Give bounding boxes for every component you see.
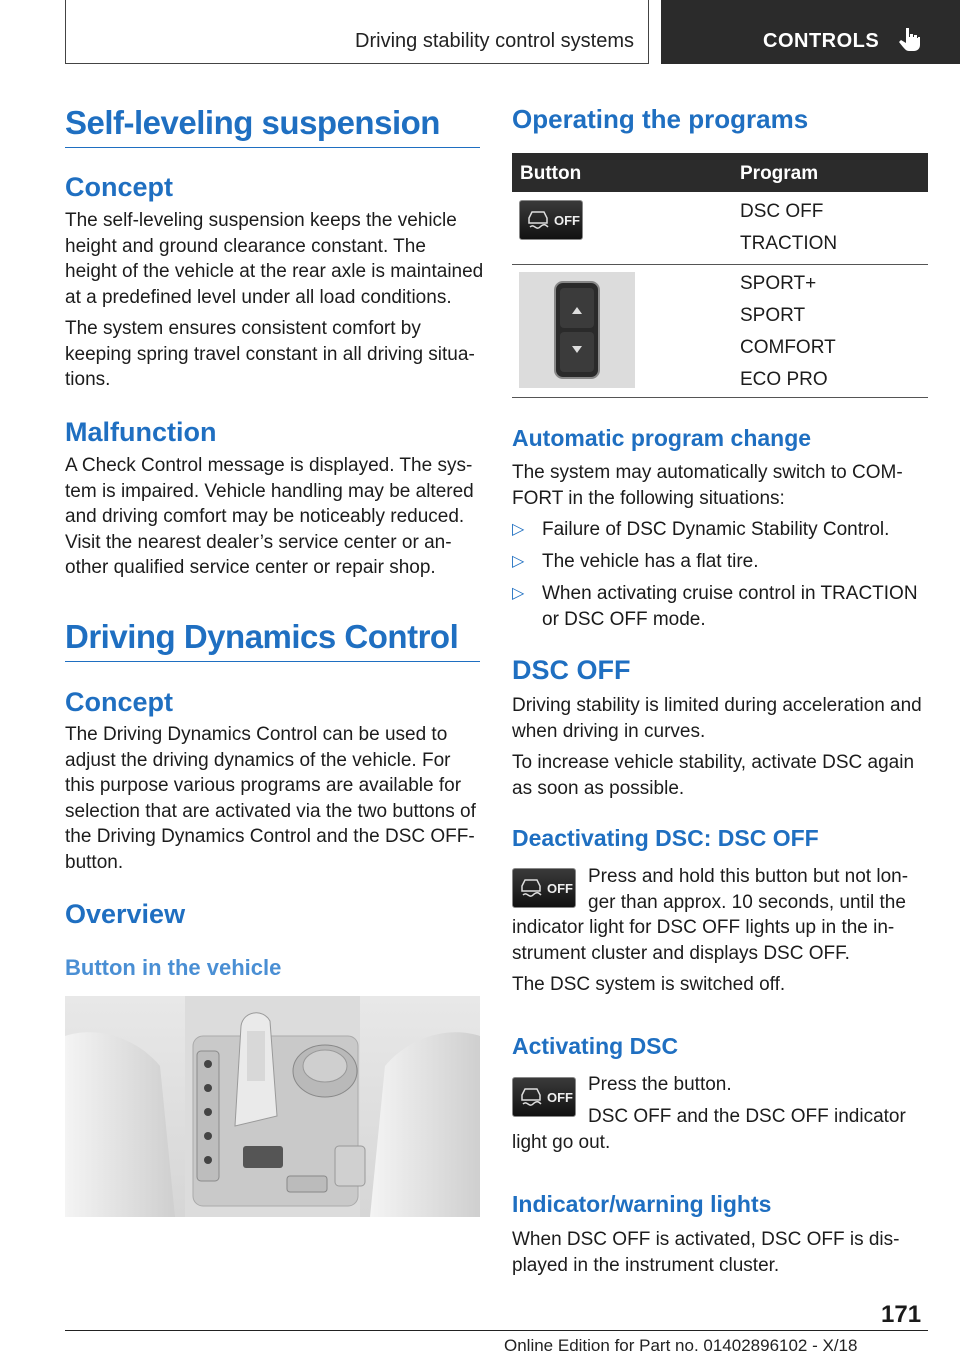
- heading-automatic-program-change: Automatic program change: [512, 425, 812, 451]
- table-col-button: Button: [520, 163, 582, 184]
- paragraph-activating-full: light go out.: [512, 1132, 611, 1153]
- paragraph-dsc-off-2: To increase vehicle stability, activate DSC again as soon as possible.: [512, 752, 915, 799]
- table-row-divider: [512, 264, 928, 265]
- footer-rule: [65, 1330, 928, 1331]
- heading-driving-dynamics-control: Driving Dynamics Control: [65, 618, 459, 655]
- paragraph-deactivating-side: Press and hold this button but not lon‐ ger than approx. 10 seconds, until the: [588, 866, 909, 913]
- paragraph-concept-1b: The system ensures consistent comfort by keeping spring travel constant in all driving situa‐ tions.: [65, 318, 475, 390]
- footer-edition: Online Edition for Part no. 01402896102 - X/18: [504, 1336, 858, 1355]
- table-row2-program-1: SPORT+: [740, 273, 817, 294]
- dsc-off-button-image: [519, 200, 583, 240]
- table-row2-program-2: SPORT: [740, 305, 806, 326]
- heading-rule: [65, 147, 480, 148]
- table-col-program: Program: [740, 163, 819, 184]
- heading-overview: Overview: [65, 899, 186, 929]
- dsc-off-button-image: [512, 1077, 576, 1117]
- heading-self-leveling-suspension: Self-leveling suspension: [65, 104, 440, 141]
- heading-rule: [65, 661, 480, 662]
- paragraph-malfunction: A Check Control message is displayed. The sys‐ tem is impaired. Vehicle handling may be altered and driving comfort may be noticeably reduced. Visit the nearest dealer’s service center or an‐ other qualified service center or repair shop.: [65, 455, 474, 578]
- header-section-box: [65, 0, 649, 64]
- page-number: 171: [881, 1301, 922, 1328]
- heading-deactivating-dsc: Deactivating DSC: DSC OFF: [512, 825, 819, 851]
- table-row-divider: [512, 397, 928, 398]
- programs-table-header: [512, 153, 928, 192]
- table-row1-program-2: TRACTION: [740, 233, 838, 254]
- dsc-off-button-image: [512, 868, 576, 908]
- hand-pointer-icon: [897, 26, 921, 52]
- table-row1-program-1: DSC OFF: [740, 201, 824, 222]
- paragraph-deactivating-full: indicator light for DSC OFF lights up in the in‐ strument cluster and displays DSC OFF.: [512, 917, 895, 964]
- table-row2-program-3: COMFORT: [740, 337, 836, 358]
- heading-concept-2: Concept: [65, 687, 173, 717]
- heading-dsc-off: DSC OFF: [512, 655, 631, 685]
- header-section-title: Driving stability control systems: [355, 30, 634, 52]
- bullet-triangle-icon: ▷: [512, 521, 525, 538]
- header-category-tab: [661, 0, 960, 64]
- off-label: OFF: [554, 213, 580, 228]
- paragraph-automatic: The system may automatically switch to COM‐ FORT in the following situations:: [512, 462, 903, 509]
- heading-indicator-warning-lights: Indicator/warning lights: [512, 1191, 772, 1217]
- heading-operating-programs: Operating the programs: [512, 104, 809, 134]
- car-skid-icon: [526, 209, 550, 231]
- paragraph-activating-side: Press the button. DSC OFF and the DSC OFF indicator: [588, 1074, 906, 1127]
- off-label: OFF: [547, 881, 573, 896]
- table-row2-program-4: ECO PRO: [740, 369, 828, 390]
- paragraph-concept-1: The self-leveling suspension keeps the vehicle height and ground clearance constant. The height of the vehicle at the rear axle is maintained at a predefined level under all load conditions.: [65, 210, 484, 308]
- bullet-triangle-icon: ▷: [512, 553, 525, 570]
- heading-concept-1: Concept: [65, 172, 173, 202]
- vehicle-console-photo: [65, 996, 480, 1217]
- paragraph-dsc-off-1: Driving stability is limited during acceleration and when driving in curves.: [512, 695, 922, 742]
- heading-activating-dsc: Activating DSC: [512, 1033, 679, 1059]
- bullet-triangle-icon: ▷: [512, 585, 525, 602]
- off-label: OFF: [547, 1090, 573, 1105]
- car-skid-icon: [519, 1086, 543, 1108]
- paragraph-dsc-switched-off: The DSC system is switched off.: [512, 974, 786, 995]
- car-skid-icon: [519, 877, 543, 899]
- header-category-label: CONTROLS: [763, 30, 880, 52]
- ddc-rocker-switch-image: [519, 272, 635, 388]
- heading-malfunction: Malfunction: [65, 417, 217, 447]
- heading-button-in-vehicle: Button in the vehicle: [65, 955, 282, 980]
- paragraph-concept-2: The Driving Dynamics Control can be used to adjust the driving dynamics of the vehicle. For this purpose various programs are available for selection that are activated via the two buttons of the Driving Dynamics Control and the DSC OFF‐ button.: [65, 724, 476, 873]
- paragraph-indicator: When DSC OFF is activated, DSC OFF is dis‐ played in the instrument cluster.: [512, 1229, 900, 1276]
